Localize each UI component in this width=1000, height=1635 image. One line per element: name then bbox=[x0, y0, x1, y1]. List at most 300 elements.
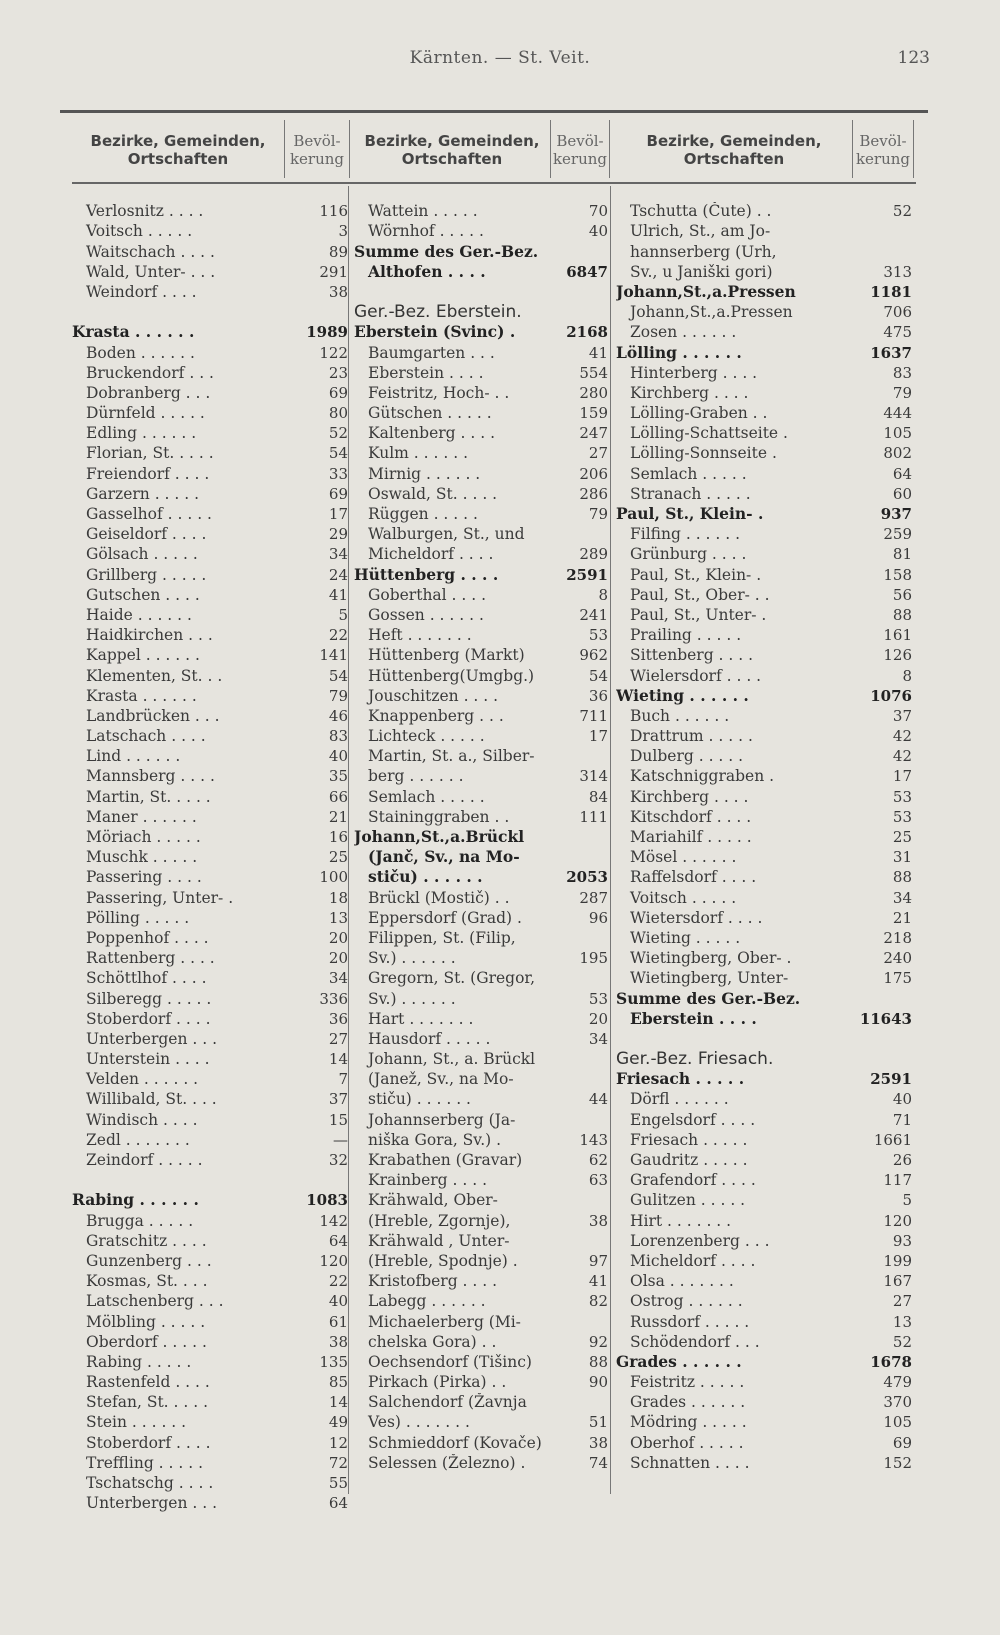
place-name: (Hreble, Spodnje) . bbox=[368, 1251, 518, 1270]
table-row bbox=[616, 705, 914, 725]
table-row bbox=[72, 321, 350, 341]
population-value: 802 bbox=[883, 444, 912, 463]
population-value: 1637 bbox=[870, 343, 912, 362]
table-row bbox=[72, 523, 350, 543]
population-value: 79 bbox=[588, 505, 608, 523]
column-header bbox=[354, 120, 610, 178]
population-value: 25 bbox=[328, 848, 348, 867]
place-name: Hausdorf . . . . . bbox=[368, 1029, 491, 1048]
table-row bbox=[72, 1411, 350, 1431]
place-name: (Hreble, Zgornje), bbox=[368, 1211, 511, 1230]
table-row bbox=[354, 1068, 610, 1088]
population-value: 116 bbox=[319, 202, 348, 221]
header-name: Bezirke, Gemeinden, Ortschaften bbox=[90, 132, 266, 168]
population-value: 199 bbox=[883, 1251, 912, 1270]
population-value: 27 bbox=[588, 444, 608, 463]
place-name: Hüttenberg (Markt) bbox=[368, 646, 525, 665]
table-row bbox=[354, 1088, 610, 1108]
table-row bbox=[616, 624, 914, 644]
place-name: Hart . . . . . . . bbox=[368, 1009, 474, 1028]
population-value: 1076 bbox=[870, 686, 912, 705]
table-row bbox=[72, 1169, 350, 1189]
place-name: Summe des Ger.-Bez. bbox=[616, 989, 801, 1008]
place-name: Tschutta (Čute) . . bbox=[630, 202, 772, 221]
table-row bbox=[616, 1270, 914, 1290]
table-row bbox=[354, 402, 610, 422]
header-name: Bezirke, Gemeinden, Ortschaften bbox=[364, 132, 540, 168]
population-value: 21 bbox=[328, 807, 348, 826]
place-name: Voitsch . . . . . bbox=[630, 888, 737, 907]
place-name: Schödendorf . . . bbox=[630, 1332, 760, 1351]
population-value: 5 bbox=[338, 605, 348, 624]
place-name: Ulrich, St., am Jo- bbox=[630, 222, 771, 241]
place-name: Grades . . . . . . bbox=[616, 1352, 742, 1371]
table-row bbox=[616, 1391, 914, 1411]
table-row bbox=[72, 1290, 350, 1310]
population-value: 31 bbox=[892, 848, 912, 867]
population-value: 444 bbox=[883, 404, 912, 423]
population-value: 41 bbox=[588, 343, 608, 362]
table-row bbox=[72, 261, 350, 281]
place-name: Rabing . . . . . . bbox=[72, 1191, 199, 1210]
table-row bbox=[616, 240, 914, 260]
table-row bbox=[616, 483, 914, 503]
population-value: 18 bbox=[328, 888, 348, 907]
place-name: Friesach . . . . . bbox=[616, 1070, 745, 1089]
table-row bbox=[72, 725, 350, 745]
population-value: 135 bbox=[319, 1352, 348, 1371]
table-row bbox=[354, 1351, 610, 1371]
place-name: Dürnfeld . . . . . bbox=[86, 404, 205, 423]
place-name: Schöttlhof . . . . bbox=[86, 969, 207, 988]
place-name: Gütschen . . . . . bbox=[368, 404, 492, 423]
table-row bbox=[354, 1230, 610, 1250]
place-name: Katschniggraben . bbox=[630, 767, 775, 786]
place-name: Wielersdorf . . . . bbox=[630, 666, 762, 685]
table-row bbox=[72, 1351, 350, 1371]
place-name: Eppersdorf (Grad) . bbox=[368, 908, 522, 927]
column-header bbox=[616, 120, 914, 178]
population-value: 66 bbox=[328, 787, 348, 806]
population-value: 240 bbox=[883, 949, 912, 968]
place-name: Brückl (Mostič) . . bbox=[368, 888, 510, 907]
population-value: 46 bbox=[328, 706, 348, 725]
population-value: 69 bbox=[328, 484, 348, 503]
place-name: Salchendorf (Žavnja bbox=[368, 1393, 527, 1412]
place-name: Ves) . . . . . . . bbox=[368, 1413, 470, 1432]
table-row bbox=[354, 584, 610, 604]
table-row bbox=[72, 1472, 350, 1492]
place-name: Kristofberg . . . . bbox=[368, 1272, 498, 1291]
table-row bbox=[616, 1048, 914, 1068]
place-name: Waitschach . . . . bbox=[86, 242, 215, 261]
place-name: Wietingberg, Ober- . bbox=[630, 949, 792, 968]
place-name: Ger.-Bez. Eberstein. bbox=[354, 303, 522, 322]
place-name: Pölling . . . . . bbox=[86, 908, 190, 927]
population-value: 81 bbox=[892, 545, 912, 564]
table-row bbox=[616, 442, 914, 462]
table-row bbox=[72, 1391, 350, 1411]
table-row bbox=[72, 624, 350, 644]
table-row bbox=[72, 745, 350, 765]
table-row bbox=[72, 1189, 350, 1209]
population-value: 42 bbox=[892, 727, 912, 746]
table-row bbox=[72, 462, 350, 482]
table-row bbox=[616, 947, 914, 967]
table-row bbox=[354, 1411, 610, 1431]
place-name: Hüttenberg(Umgbg.) bbox=[368, 666, 535, 685]
place-name: Jouschitzen . . . . bbox=[368, 686, 499, 705]
population-value: 475 bbox=[883, 323, 912, 342]
population-value: 143 bbox=[579, 1130, 608, 1149]
place-name: Sv.) . . . . . . bbox=[368, 949, 456, 968]
population-value: 195 bbox=[579, 949, 608, 968]
population-value: 90 bbox=[588, 1373, 608, 1392]
table-row bbox=[354, 1250, 610, 1270]
population-value: 88 bbox=[892, 868, 912, 887]
place-name: Lölling . . . . . . bbox=[616, 343, 742, 362]
population-value: 96 bbox=[588, 908, 608, 927]
place-name: Sv.) . . . . . . bbox=[368, 989, 456, 1008]
place-name: Kirchberg . . . . bbox=[630, 383, 749, 402]
population-value: 84 bbox=[588, 787, 608, 806]
population-value: 37 bbox=[892, 706, 912, 725]
table-row bbox=[616, 220, 914, 240]
population-value: 38 bbox=[328, 282, 348, 301]
table-row bbox=[354, 1129, 610, 1149]
place-name: Johann,St.,a.Pressen bbox=[630, 303, 793, 322]
table-header-rule bbox=[72, 182, 916, 184]
table-row bbox=[72, 200, 350, 220]
place-name: Rattenberg . . . . bbox=[86, 949, 215, 968]
population-value: 20 bbox=[328, 949, 348, 968]
table-row bbox=[72, 301, 350, 321]
place-name: Grades . . . . . . bbox=[630, 1393, 746, 1412]
page-number: 123 bbox=[897, 48, 930, 68]
place-name: Walburgen, St., und bbox=[368, 525, 525, 544]
population-value: 64 bbox=[328, 1494, 348, 1513]
header-population: Bevöl- kerung bbox=[284, 120, 350, 178]
population-value: 93 bbox=[892, 1231, 912, 1250]
population-value: 13 bbox=[892, 1312, 912, 1331]
place-name: Boden . . . . . . bbox=[86, 343, 195, 362]
table-row bbox=[72, 685, 350, 705]
table-row bbox=[72, 765, 350, 785]
place-name: Knappenberg . . . bbox=[368, 706, 504, 725]
table-row bbox=[72, 1088, 350, 1108]
place-name: Treffling . . . . . bbox=[86, 1453, 204, 1472]
table-row bbox=[72, 785, 350, 805]
population-value: 289 bbox=[579, 545, 608, 564]
place-name: Dulberg . . . . . bbox=[630, 747, 744, 766]
table-row bbox=[72, 402, 350, 422]
place-name: Wieting . . . . . . bbox=[616, 686, 749, 705]
column-header bbox=[72, 120, 350, 178]
table-row bbox=[616, 1411, 914, 1431]
population-value: 13 bbox=[328, 908, 348, 927]
place-name: Grünburg . . . . bbox=[630, 545, 747, 564]
place-name: Eberstein . . . . bbox=[630, 1009, 757, 1028]
population-value: 69 bbox=[328, 383, 348, 402]
place-name: Klementen, St. . . bbox=[86, 666, 223, 685]
table-row bbox=[616, 1250, 914, 1270]
population-value: 82 bbox=[588, 1292, 608, 1311]
entries bbox=[354, 200, 610, 1472]
table-row bbox=[616, 261, 914, 281]
place-name: Oberdorf . . . . . bbox=[86, 1332, 207, 1351]
population-value: 56 bbox=[892, 585, 912, 604]
population-value: 962 bbox=[579, 646, 608, 665]
table-row bbox=[354, 1331, 610, 1351]
table-row bbox=[72, 1048, 350, 1068]
header-population: Bevöl- kerung bbox=[550, 120, 610, 178]
population-value: 706 bbox=[883, 303, 912, 322]
population-value: 370 bbox=[883, 1393, 912, 1412]
population-value: 38 bbox=[588, 1211, 608, 1230]
population-value: 8 bbox=[902, 666, 912, 685]
place-name: Möriach . . . . . bbox=[86, 828, 201, 846]
table-row bbox=[72, 563, 350, 583]
table-row bbox=[616, 644, 914, 664]
population-value: 1181 bbox=[870, 282, 912, 301]
population-value: 5 bbox=[902, 1191, 912, 1210]
population-value: 38 bbox=[588, 1433, 608, 1452]
table-row bbox=[616, 422, 914, 442]
table-row bbox=[72, 967, 350, 987]
table-row bbox=[72, 362, 350, 382]
place-name: Krasta . . . . . . bbox=[72, 323, 195, 342]
column-separator bbox=[348, 186, 349, 1494]
population-value: 167 bbox=[883, 1272, 912, 1291]
table-row bbox=[72, 927, 350, 947]
table-row bbox=[72, 382, 350, 402]
table-row bbox=[72, 503, 350, 523]
table-row bbox=[354, 1452, 610, 1472]
population-value: 34 bbox=[588, 1029, 608, 1048]
table-row bbox=[354, 422, 610, 442]
table-row bbox=[354, 503, 610, 523]
place-name: Gregorn, St. (Gregor, bbox=[368, 969, 536, 988]
population-value: 36 bbox=[328, 1009, 348, 1028]
place-name: Baumgarten . . . bbox=[368, 343, 495, 362]
population-value: 17 bbox=[892, 767, 912, 786]
place-name: Mirnig . . . . . . bbox=[368, 464, 481, 483]
header-name: Bezirke, Gemeinden, Ortschaften bbox=[646, 132, 822, 168]
population-value: 120 bbox=[883, 1211, 912, 1230]
table-row bbox=[616, 846, 914, 866]
place-name: Hirt . . . . . . . bbox=[630, 1211, 732, 1230]
place-name: stiču) . . . . . . bbox=[368, 1090, 471, 1109]
place-name: Selessen (Železno) . bbox=[368, 1453, 526, 1472]
place-name: Gasselhof . . . . . bbox=[86, 505, 212, 523]
place-name: Zosen . . . . . . bbox=[630, 323, 737, 342]
place-name: Lichteck . . . . . bbox=[368, 727, 485, 746]
table-row bbox=[354, 685, 610, 705]
table-row bbox=[354, 1310, 610, 1330]
place-name: Sittenberg . . . . bbox=[630, 646, 754, 665]
place-name: Gunzenberg . . . bbox=[86, 1251, 212, 1270]
population-value: 158 bbox=[883, 565, 912, 584]
population-value: 52 bbox=[892, 1332, 912, 1351]
population-value: 34 bbox=[328, 969, 348, 988]
place-name: Dörfl . . . . . . bbox=[630, 1090, 729, 1109]
table-row bbox=[616, 1351, 914, 1371]
place-name: Silberegg . . . . . bbox=[86, 989, 212, 1008]
population-value: 336 bbox=[319, 989, 348, 1008]
population-value: 88 bbox=[892, 605, 912, 624]
place-name: Kappel . . . . . . bbox=[86, 646, 200, 665]
place-name: Geiseldorf . . . . bbox=[86, 525, 207, 544]
table-row bbox=[72, 1331, 350, 1351]
place-name: Lölling-Schattseite . bbox=[630, 424, 788, 443]
place-name: Eberstein (Svinc) . bbox=[354, 323, 516, 342]
table-row bbox=[354, 725, 610, 745]
place-name: Willibald, St. . . . bbox=[86, 1090, 217, 1109]
population-value: 218 bbox=[883, 928, 912, 947]
table-row bbox=[354, 1048, 610, 1068]
place-name: Hinterberg . . . . bbox=[630, 363, 758, 382]
table-row bbox=[616, 826, 914, 846]
population-value: 20 bbox=[328, 928, 348, 947]
table-row bbox=[616, 382, 914, 402]
population-value: 53 bbox=[588, 626, 608, 645]
table-row bbox=[72, 1028, 350, 1048]
place-name: Michaelerberg (Mi- bbox=[368, 1312, 521, 1331]
table-row bbox=[72, 1008, 350, 1028]
table-row bbox=[72, 1431, 350, 1451]
table-row bbox=[616, 523, 914, 543]
place-name: Unterstein . . . . bbox=[86, 1050, 210, 1069]
population-value: 15 bbox=[328, 1110, 348, 1129]
population-value: 22 bbox=[328, 1272, 348, 1291]
table-row bbox=[616, 200, 914, 220]
population-value: 20 bbox=[588, 1009, 608, 1028]
place-name: Filippen, St. (Filip, bbox=[368, 928, 516, 947]
place-name: Wietingberg, Unter- bbox=[630, 969, 789, 988]
table-row bbox=[616, 866, 914, 886]
population-value: 26 bbox=[892, 1151, 912, 1169]
place-name: Brugga . . . . . bbox=[86, 1211, 194, 1230]
table-row bbox=[354, 1371, 610, 1391]
table-row bbox=[72, 341, 350, 361]
population-value: 937 bbox=[880, 505, 912, 523]
population-value: 479 bbox=[883, 1373, 912, 1392]
table-row bbox=[72, 664, 350, 684]
population-value: 117 bbox=[883, 1171, 912, 1190]
table-row bbox=[616, 1431, 914, 1451]
population-value: 711 bbox=[579, 706, 608, 725]
table-row bbox=[72, 483, 350, 503]
place-name: Wieting . . . . . bbox=[630, 928, 741, 947]
population-value: 2591 bbox=[870, 1070, 912, 1089]
table-row bbox=[616, 1331, 914, 1351]
place-name: Poppenhof . . . . bbox=[86, 928, 209, 947]
place-name: Haide . . . . . . bbox=[86, 605, 192, 624]
place-name: Unterbergen . . . bbox=[86, 1029, 218, 1048]
population-value: 554 bbox=[579, 363, 608, 382]
population-value: 51 bbox=[588, 1413, 608, 1432]
place-name: Lorenzenberg . . . bbox=[630, 1231, 770, 1250]
place-name: Mariahilf . . . . . bbox=[630, 828, 752, 846]
table-row bbox=[616, 806, 914, 826]
place-name: Florian, St. . . . . bbox=[86, 444, 214, 463]
population-value: 142 bbox=[319, 1211, 348, 1230]
population-value: 64 bbox=[328, 1231, 348, 1250]
table-row bbox=[354, 846, 610, 866]
table-row bbox=[72, 1108, 350, 1128]
population-value: 206 bbox=[579, 464, 608, 483]
place-name: Ger.-Bez. Friesach. bbox=[616, 1050, 774, 1069]
table-row bbox=[616, 503, 914, 523]
population-value: 38 bbox=[328, 1332, 348, 1351]
place-name: (Janež, Sv., na Mo- bbox=[368, 1070, 514, 1089]
table-row bbox=[354, 785, 610, 805]
place-name: Ostrog . . . . . . bbox=[630, 1292, 743, 1311]
place-name: Staininggraben . . bbox=[368, 807, 510, 826]
place-name: (Janč, Sv., na Mo- bbox=[368, 848, 520, 867]
column-separator bbox=[610, 186, 611, 1494]
population-value: 54 bbox=[588, 666, 608, 685]
place-name: Schnatten . . . . bbox=[630, 1453, 750, 1472]
table-row bbox=[616, 281, 914, 301]
population-value: 83 bbox=[328, 727, 348, 746]
place-name: Mannsberg . . . . bbox=[86, 767, 215, 786]
table-row bbox=[72, 543, 350, 563]
place-name: Latschenberg . . . bbox=[86, 1292, 224, 1311]
population-value: 61 bbox=[328, 1312, 348, 1331]
table-row bbox=[354, 947, 610, 967]
population-value: 52 bbox=[892, 202, 912, 221]
place-name: Krainberg . . . . bbox=[368, 1171, 488, 1190]
table-row bbox=[354, 563, 610, 583]
population-value: 29 bbox=[328, 525, 348, 544]
table-row bbox=[354, 624, 610, 644]
place-name: Heft . . . . . . . bbox=[368, 626, 472, 645]
population-value: 33 bbox=[328, 464, 348, 483]
population-value: 14 bbox=[328, 1393, 348, 1412]
population-value: 41 bbox=[328, 585, 348, 604]
place-name: Zeindorf . . . . . bbox=[86, 1151, 203, 1169]
table-row bbox=[72, 705, 350, 725]
place-name: Gölsach . . . . . bbox=[86, 545, 198, 564]
table-row bbox=[616, 402, 914, 422]
place-name: niška Gora, Sv.) . bbox=[368, 1130, 502, 1149]
table-row bbox=[616, 1149, 914, 1169]
place-name: Krabathen (Gravar) bbox=[368, 1151, 523, 1169]
place-name: Stranach . . . . . bbox=[630, 484, 751, 503]
population-value: 49 bbox=[328, 1413, 348, 1432]
table-row bbox=[616, 1068, 914, 1088]
population-value: 100 bbox=[319, 868, 348, 887]
table-row bbox=[616, 584, 914, 604]
place-name: Unterbergen . . . bbox=[86, 1494, 218, 1513]
table-row bbox=[354, 1108, 610, 1128]
place-name: chelska Gora) . . bbox=[368, 1332, 497, 1351]
table-row bbox=[616, 927, 914, 947]
table-row bbox=[616, 1108, 914, 1128]
population-value: 74 bbox=[588, 1453, 608, 1472]
population-value: 34 bbox=[892, 888, 912, 907]
table-row bbox=[354, 765, 610, 785]
table-row bbox=[354, 523, 610, 543]
table-row bbox=[354, 240, 610, 260]
table-row bbox=[616, 907, 914, 927]
place-name: Gutschen . . . . bbox=[86, 585, 200, 604]
place-name: Wattein . . . . . bbox=[368, 202, 478, 221]
population-value: 27 bbox=[892, 1292, 912, 1311]
population-value: 53 bbox=[892, 807, 912, 826]
place-name: Prailing . . . . . bbox=[630, 626, 742, 645]
